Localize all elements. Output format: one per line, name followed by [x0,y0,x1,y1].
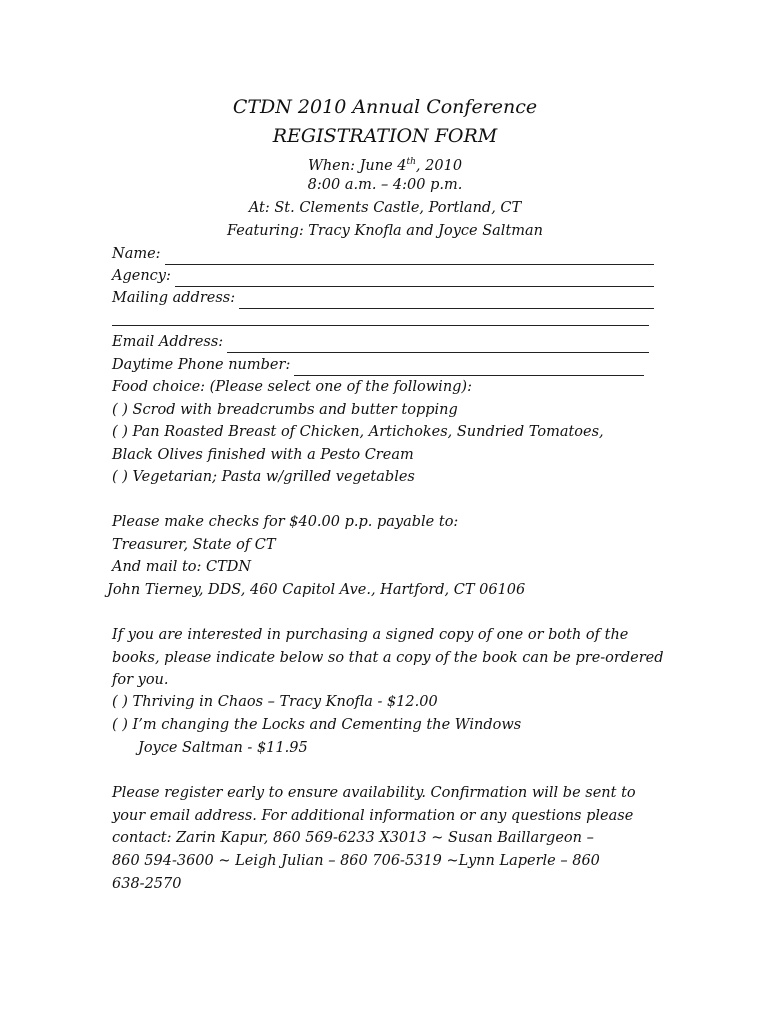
mailing-address-field[interactable] [112,287,654,309]
payment-amount-line: Please make checks for $40.00 p.p. payable to: [112,514,459,530]
event-date [0,151,770,177]
email-field[interactable] [112,331,649,353]
book-option-locks[interactable]: ( ) I’m changing the Locks and Cementing the Windows [112,717,522,733]
food-choice-heading: Food choice: (Please select one of the following): [112,379,472,395]
food-option-vegetarian[interactable]: ( ) Vegetarian; Pasta w/grilled vegetables [112,469,415,485]
food-option-chicken[interactable]: ( ) Pan Roasted Breast of Chicken, Artichokes, Sundried Tomatoes, [112,424,604,440]
form-subtitle: REGISTRATION FORM [272,125,498,147]
email-blank[interactable] [227,338,649,353]
food-option-chicken-cont: Black Olives finished with a Pesto Cream [112,447,414,463]
agency-blank[interactable] [175,272,654,287]
name-field[interactable] [112,243,654,265]
food-option-scrod[interactable]: ( ) Scrod with breadcrumbs and butter topping [112,402,458,418]
event-time: 8:00 a.m. – 4:00 p.m. [307,177,463,193]
form-title: CTDN 2010 Annual Conference [232,96,538,118]
phone-field[interactable] [112,354,644,376]
agency-label: Agency: [112,268,171,284]
event-location: At: St. Clements Castle, Portland, CT [248,200,522,216]
books-intro-line-2: books, please indicate below so that a copy of the book can be pre-ordered [112,650,664,666]
footer-line-1: Please register early to ensure availability. Confirmation will be sent to [112,785,636,801]
phone-blank[interactable] [294,361,644,376]
event-date-suffix: , 2010 [415,157,463,174]
mailing-address-label: Mailing address: [112,290,236,306]
email-label: Email Address: [112,334,224,350]
agency-field[interactable] [112,265,654,287]
name-label: Name: [112,246,161,262]
books-intro-line-1: If you are interested in purchasing a signed copy of one or both of the [112,627,629,643]
name-blank[interactable] [165,250,654,265]
event-date-prefix: When: June 4 [307,157,407,174]
books-intro-line-3: for you. [112,672,169,688]
footer-line-2: your email address. For additional information or any questions please [112,808,634,824]
payment-address-line: John Tierney, DDS, 460 Capitol Ave., Hartford, CT 06106 [107,582,526,598]
book-option-locks-cont: Joyce Saltman - $11.95 [138,740,308,756]
payment-mail-line: And mail to: CTDN [112,559,252,575]
phone-label: Daytime Phone number: [112,357,291,373]
payment-payee-line: Treasurer, State of CT [112,537,276,553]
footer-line-4: 860 594-3600 ~ Leigh Julian – 860 706-5319 ~Lynn Laperle – 860 [112,853,600,869]
event-date-sup: th [406,157,416,167]
footer-line-5: 638-2570 [112,876,182,892]
footer-line-3: contact: Zarin Kapur, 860 569-6233 X3013 ~ Susan Baillargeon – [112,830,594,846]
event-featuring: Featuring: Tracy Knofla and Joyce Saltman [226,223,544,239]
mailing-address-second-line[interactable] [112,325,649,326]
book-option-thriving[interactable]: ( ) Thriving in Chaos – Tracy Knofla - $12.00 [112,694,438,710]
mailing-address-blank[interactable] [239,294,654,309]
